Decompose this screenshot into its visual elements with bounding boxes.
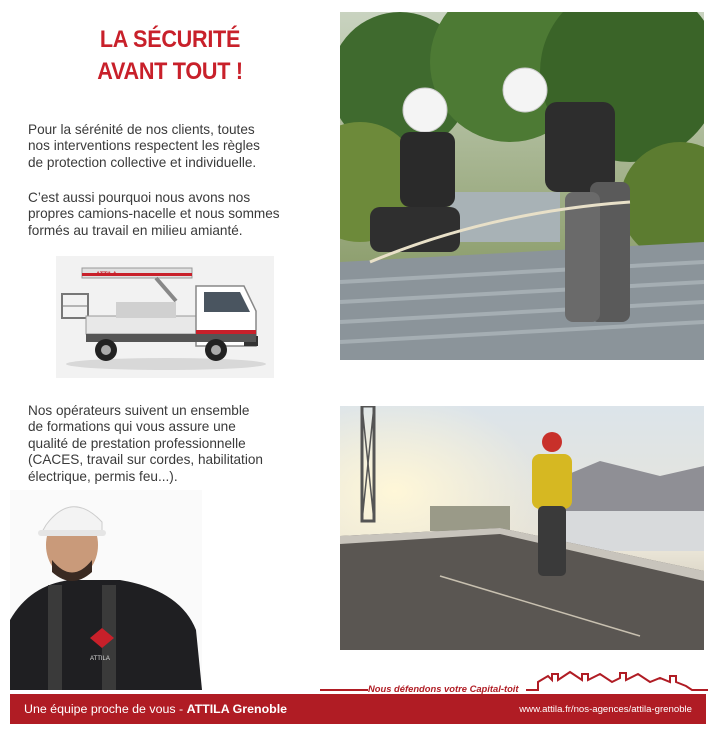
- heading-line-1: LA SÉCURITÉ: [99, 26, 241, 53]
- truck-photo: [56, 256, 274, 378]
- slogan-text: Nous défendons votre Capital-toit: [368, 683, 519, 694]
- heading-line-2: AVANT TOUT !: [97, 58, 243, 85]
- text-line: formés au travail en milieu amianté.: [28, 222, 243, 238]
- footer-url-link[interactable]: www.attila.fr/nos-agences/attila-grenoble: [519, 703, 692, 715]
- text-line: C’est aussi pourquoi nous avons nos: [28, 190, 251, 205]
- page-heading: [71, 24, 269, 88]
- footer-brand: ATTILA Grenoble: [186, 702, 288, 716]
- truck-brand-text: ATTILA: [96, 272, 117, 278]
- paragraph-equipment: [28, 190, 308, 239]
- footer-tagline-prefix: Une équipe proche de vous -: [24, 702, 187, 716]
- roof-workers-photo: [340, 12, 704, 360]
- worker-badge-text: ATTILA: [90, 656, 110, 662]
- text-line: qualité de prestation professionnelle: [28, 435, 246, 451]
- roof-sunset-photo: [340, 406, 704, 650]
- worker-portrait-photo: [10, 490, 202, 690]
- text-line: Pour la sérénité de nos clients, toutes: [28, 122, 255, 137]
- text-line: (CACES, travail sur cordes, habilitation: [28, 452, 263, 468]
- text-line: Nos opérateurs suivent un ensemble: [28, 403, 250, 418]
- text-line: propres camions-nacelle et nous sommes: [28, 206, 280, 222]
- paragraph-safety: [28, 122, 308, 171]
- footer-bar: [10, 694, 706, 724]
- slogan-banner: [320, 668, 708, 694]
- paragraph-training: [28, 403, 308, 485]
- text-line: nos interventions respectent les règles: [28, 138, 260, 154]
- footer-tagline: [24, 702, 287, 716]
- text-line: électrique, permis feu...).: [28, 468, 178, 484]
- text-line: de protection collective et individuelle.: [28, 154, 257, 170]
- text-line: de formations qui vous assure une: [28, 419, 236, 435]
